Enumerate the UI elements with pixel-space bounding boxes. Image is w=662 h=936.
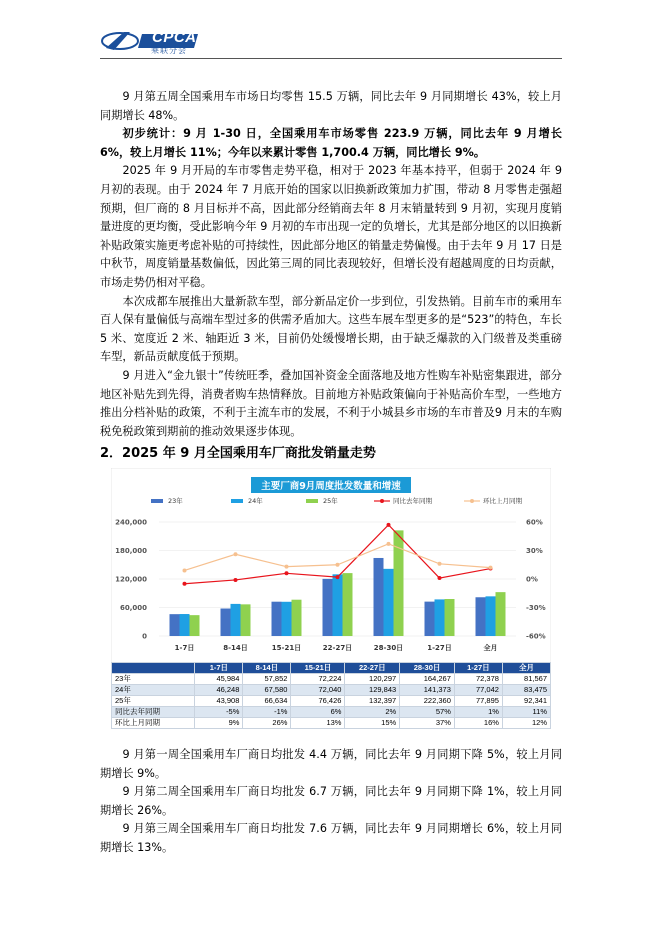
weekly-wholesale-chart xyxy=(111,468,551,668)
wholesale-data-table xyxy=(111,662,551,729)
header-rule xyxy=(100,58,562,59)
table-cell: 37% xyxy=(400,718,455,729)
paragraph: 9 月第五周全国乘用车市场日均零售 15.5 万辆，同比去年 9 月同期增长 43%，较上月同期增长 48%。 xyxy=(100,90,562,122)
bar-23年 xyxy=(425,602,435,636)
table-header-cell: 1-7日 xyxy=(195,663,243,674)
table-cell: 45,984 xyxy=(195,674,243,685)
line-point xyxy=(285,571,289,575)
bar-24年 xyxy=(435,599,445,636)
table-cell: 132,397 xyxy=(345,696,400,707)
line-point xyxy=(438,576,442,580)
bar-23年 xyxy=(170,614,180,636)
table-cell: 72,224 xyxy=(291,674,345,685)
paragraph-bold: 初步统计：9 月 1-30 日，全国乘用车市场零售 223.9 万辆，同比去年 9 月增长 6%，较上月增长 11%；今年以来累计零售 1,700.4 万辆，同比增长 9%。 xyxy=(100,127,562,159)
table-row xyxy=(112,718,551,729)
legend-swatch xyxy=(151,499,163,503)
line-point xyxy=(285,565,289,569)
table-cell: -5% xyxy=(195,707,243,718)
table-cell: 同比去年同期 xyxy=(112,707,195,718)
legend-label: 25年 xyxy=(323,497,338,505)
line-point xyxy=(489,566,493,570)
bar-24年 xyxy=(486,596,496,636)
table-cell: 16% xyxy=(454,718,502,729)
table-cell: 环比上月同期 xyxy=(112,718,195,729)
table-cell: 81,567 xyxy=(502,674,550,685)
legend-marker xyxy=(470,499,474,503)
bar-23年 xyxy=(272,602,282,636)
table-cell: 23年 xyxy=(112,674,195,685)
bar-24年 xyxy=(333,574,343,636)
bar-23年 xyxy=(476,597,486,636)
y-right-tick: 60% xyxy=(526,518,543,527)
line-point xyxy=(183,582,187,586)
line-point xyxy=(183,568,187,572)
bar-23年 xyxy=(323,579,333,636)
line-point xyxy=(438,562,442,566)
table-cell: 9% xyxy=(195,718,243,729)
x-tick-label: 8-14日 xyxy=(223,644,248,652)
paragraph: 本次成都车展推出大量新款车型，部分新品定价一步到位，引发热销。目前车市的乘用车百人保有量偏低与高端车型过多的供需矛盾加大。这些车展车型更多的是“523”的特色，车长 5 米、宽度近 2 米、轴距近 3 米，目前仍处缓慢增长期，由于缺乏爆款的入门级普及类重磅车型，新品贡献度低于预期。 xyxy=(100,294,562,364)
bar-25年 xyxy=(496,592,506,636)
legend-swatch xyxy=(231,499,243,503)
x-tick-label: 1-27日 xyxy=(427,644,452,652)
legend-label: 环比上月同期 xyxy=(483,497,522,505)
logo-subtitle: 乘联分会 xyxy=(151,46,187,55)
y-left-tick: 240,000 xyxy=(115,518,147,527)
table-header-cell: 15-21日 xyxy=(291,663,345,674)
y-left-tick: 0 xyxy=(142,632,147,641)
y-left-tick: 120,000 xyxy=(115,575,147,584)
table-cell: 76,426 xyxy=(291,696,345,707)
table-cell: 1% xyxy=(454,707,502,718)
paragraph: 9 月第二周全国乘用车厂商日均批发 6.7 万辆，同比去年 9 月同期下降 1%，较上月同期增长 26%。 xyxy=(100,785,562,817)
table-cell: 57% xyxy=(400,707,455,718)
table-row xyxy=(112,707,551,718)
y-right-tick: 0% xyxy=(526,575,538,584)
bar-25年 xyxy=(241,604,251,636)
bar-25年 xyxy=(190,615,200,636)
bar-24年 xyxy=(180,614,190,636)
table-cell: 66,634 xyxy=(243,696,291,707)
line-point xyxy=(387,523,391,527)
section-heading: 2．2025 年 9 月全国乘用车厂商批发销量走势 xyxy=(100,446,376,461)
y-right-tick: -60% xyxy=(526,632,546,641)
x-tick-label: 15-21日 xyxy=(271,644,302,652)
paragraph: 9 月进入“金九银十”传统旺季，叠加国补资金全面落地及地方性购车补贴密集跟进，部分地区补贴先到先得，消费者购车热情释放。目前地方补贴政策偏向于补贴高价车型，一些地方推出分档补贴的政策，不利于主流车市的发展，不利于小城县乡市场的车市普及9 月末的车购税免税政策到期前的推动效果逐步体现。 xyxy=(100,368,562,438)
line-point xyxy=(234,552,238,556)
bar-25年 xyxy=(445,599,455,636)
x-tick-label: 全月 xyxy=(483,644,498,652)
y-left-tick: 60,000 xyxy=(119,604,147,612)
bar-25年 xyxy=(343,573,353,636)
table-cell: 72,378 xyxy=(454,674,502,685)
table-header-cell: 28-30日 xyxy=(400,663,455,674)
table-cell: 12% xyxy=(502,718,550,729)
table-cell: 120,297 xyxy=(345,674,400,685)
x-tick-label: 1-7日 xyxy=(174,644,195,652)
line-point xyxy=(387,542,391,546)
legend-swatch xyxy=(306,499,318,503)
line-point xyxy=(234,578,238,582)
paragraph: 2025 年 9 月开局的车市零售走势平稳，相对于 2023 年基本持平，但弱于 2024 年 9 月初的表现。由于 2024 年 7 月底开始的国家以旧换新政策加力扩围，带动 8 月零售走强超预期，但厂商的 8 月目标并不高，因此部分经销商去年 8 月末销量转到 9 月初，实现月度销量进度的更均衡，受此影响今年 9 月初的车市出现一定的负增长，尤其是部分地区的以旧换新补贴政策实施更考虑补贴的可持续性，因此部分地区的销量走势偏慢。由于去年 9 月 17 日是中秋节，周度销量基数偏低，因此第三周的同比表现较好，但增长没有超越周度的日均贡献，市场走势仍相对平稳。 xyxy=(100,164,562,289)
table-cell: 57,852 xyxy=(243,674,291,685)
legend-label: 同比去年同期 xyxy=(393,497,432,505)
paragraph: 9 月第三周全国乘用车厂商日均批发 7.6 万辆，同比去年 9 月同期增长 6%，较上月同期增长 13%。 xyxy=(100,822,562,854)
table-cell: 13% xyxy=(291,718,345,729)
table-cell: 26% xyxy=(243,718,291,729)
x-tick-label: 28-30日 xyxy=(373,644,404,652)
table-row xyxy=(112,674,551,685)
chart-title: 主要厂商9月周度批发数量和增速 xyxy=(261,481,401,492)
bar-23年 xyxy=(221,609,231,636)
body-text-top xyxy=(100,88,562,441)
table-cell: 24年 xyxy=(112,685,195,696)
table-header-cell xyxy=(112,663,195,674)
legend-marker xyxy=(380,499,384,503)
table-header-cell: 22-27日 xyxy=(345,663,400,674)
y-right-tick: 30% xyxy=(526,547,543,555)
logo-text: CPCA xyxy=(152,29,197,46)
y-left-tick: 180,000 xyxy=(115,547,147,555)
body-text-bottom xyxy=(100,746,562,858)
table-header-cell: 8-14日 xyxy=(243,663,291,674)
table-cell: 164,267 xyxy=(400,674,455,685)
table-cell: 6% xyxy=(291,707,345,718)
table-cell: 15% xyxy=(345,718,400,729)
bar-24年 xyxy=(231,604,241,636)
table-cell: 25年 xyxy=(112,696,195,707)
line-point xyxy=(336,575,340,579)
table-row xyxy=(112,696,551,707)
table-header-cell: 1-27日 xyxy=(454,663,502,674)
bar-25年 xyxy=(292,600,302,636)
table-cell: 46,248 xyxy=(195,685,243,696)
table-row xyxy=(112,685,551,696)
table-cell: 67,580 xyxy=(243,685,291,696)
table-header-cell: 全月 xyxy=(502,663,550,674)
legend-label: 23年 xyxy=(168,497,183,505)
y-right-tick: -30% xyxy=(526,604,546,612)
table-cell: -1% xyxy=(243,707,291,718)
bar-24年 xyxy=(384,569,394,636)
table-cell: 43,908 xyxy=(195,696,243,707)
table-cell: 11% xyxy=(502,707,550,718)
line-point xyxy=(336,563,340,567)
bar-23年 xyxy=(374,558,384,636)
table-cell: 83,475 xyxy=(502,685,550,696)
table-cell: 92,341 xyxy=(502,696,550,707)
table-cell: 2% xyxy=(345,707,400,718)
table-cell: 129,843 xyxy=(345,685,400,696)
table-cell: 141,373 xyxy=(400,685,455,696)
bar-24年 xyxy=(282,602,292,636)
paragraph: 9 月第一周全国乘用车厂商日均批发 4.4 万辆，同比去年 9 月同期下降 5%，较上月同期增长 9%。 xyxy=(100,748,562,780)
table-cell: 77,042 xyxy=(454,685,502,696)
table-cell: 77,895 xyxy=(454,696,502,707)
table-cell: 222,360 xyxy=(400,696,455,707)
table-cell: 72,040 xyxy=(291,685,345,696)
x-tick-label: 22-27日 xyxy=(322,644,353,652)
legend-label: 24年 xyxy=(248,497,263,505)
